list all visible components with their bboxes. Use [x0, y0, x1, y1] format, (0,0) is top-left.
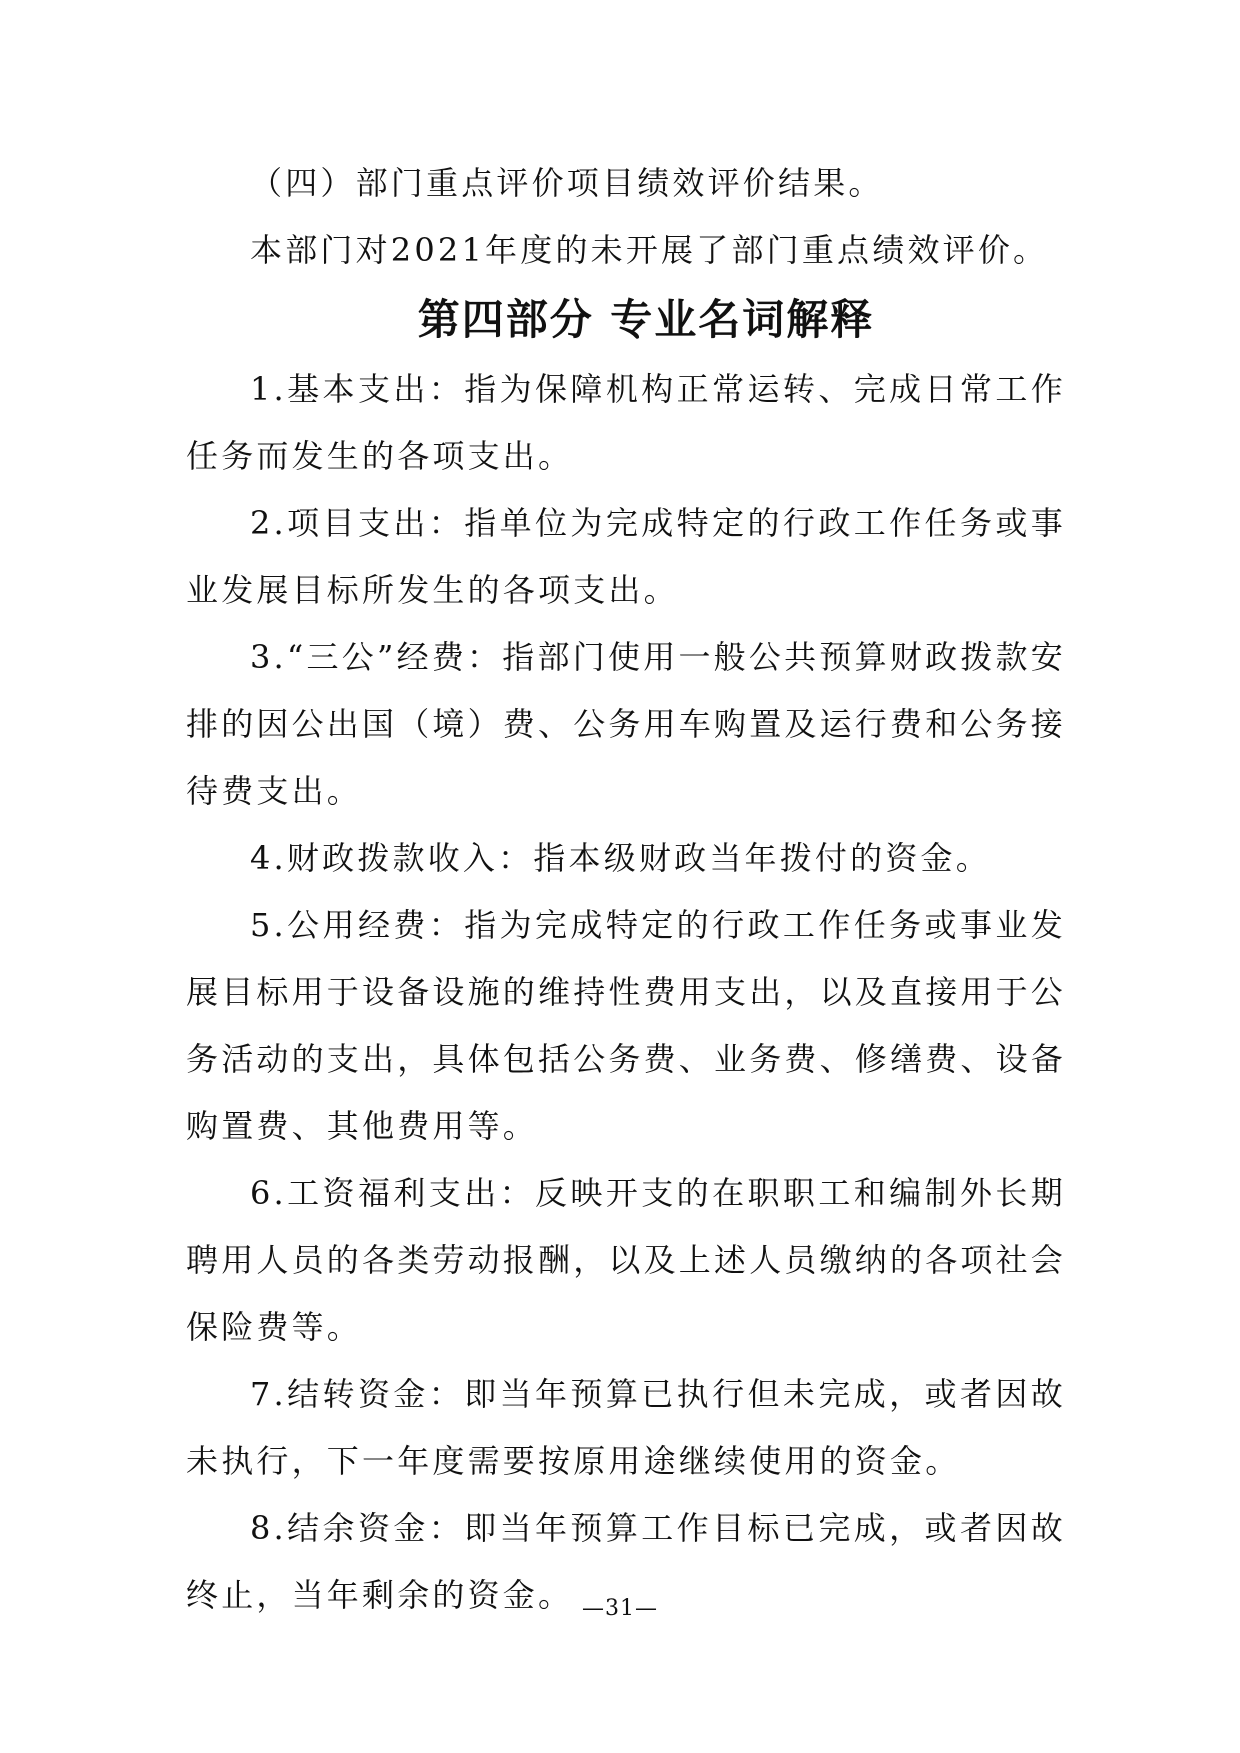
section-four-heading: （四）部门重点评价项目绩效评价结果。: [250, 164, 884, 202]
definition-carryover-funds: 7.结转资金：即当年预算已执行但未完成，或者因故未执行，下一年度需要按原用途继续使用的资金。: [186, 1375, 1066, 1480]
definition-wage-welfare-expenditure: 6.工资福利支出：反映开支的在职职工和编制外长期聘用人员的各类劳动报酬，以及上述人员缴纳的各项社会保险费等。: [186, 1174, 1067, 1346]
text-column: [186, 150, 1066, 1629]
page-number: —31—: [582, 1596, 658, 1621]
definition-surplus-funds: 8.结余资金：即当年预算工作目标已完成，或者因故终止，当年剩余的资金。: [186, 1509, 1066, 1614]
part-heading: 第四部分 专业名词解释: [417, 295, 875, 344]
section-four-body: 本部门对2021年度的未开展了部门重点绩效评价。: [250, 231, 1049, 269]
definition-three-public-funds: 3.“三公”经费：指部门使用一般公共预算财政拨款安排的因公出国（境）费、公务用车购置及运行费和公务接待费支出。: [186, 638, 1067, 810]
definition-public-funds: 5.公用经费：指为完成特定的行政工作任务或事业发展目标用于设备设施的维持性费用支出，以及直接用于公务活动的支出，具体包括公务费、业务费、修缮费、设备购置费、其他费用等。: [186, 906, 1067, 1145]
definition-project-expenditure: 2.项目支出：指单位为完成特定的行政工作任务或事业发展目标所发生的各项支出。: [186, 504, 1066, 609]
definition-basic-expenditure: 1.基本支出：指为保障机构正常运转、完成日常工作任务而发生的各项支出。: [186, 370, 1066, 475]
definition-fiscal-appropriation-income: 4.财政拨款收入：指本级财政当年拨付的资金。: [250, 839, 991, 877]
